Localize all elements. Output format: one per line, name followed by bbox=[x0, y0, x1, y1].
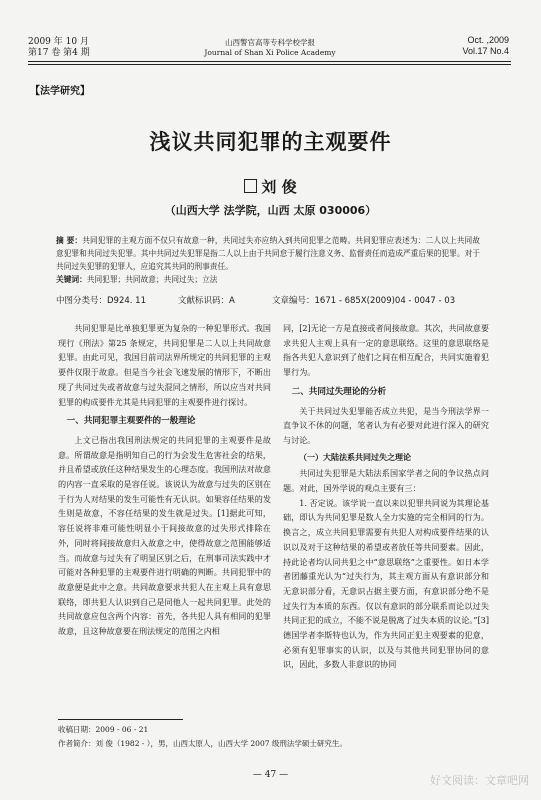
body-paragraph: 关于共同过失犯罪能否成立共犯，是当今刑法学界一直争议不休的问题，笔者认为有必要对此进行深入的研究与讨论。 bbox=[283, 405, 489, 445]
subsection-heading: （一）大陆法系共同过失之理论 bbox=[299, 451, 411, 462]
abstract bbox=[56, 234, 480, 273]
header-rule-top bbox=[28, 61, 511, 62]
keywords-text: 共同犯罪；共同故意；共同过失；立法 bbox=[86, 275, 218, 284]
header-date-en: Oct. ,2009 bbox=[467, 35, 509, 45]
journal-name bbox=[170, 38, 370, 58]
author-bio: 作者简介：刘 俊（1982 - ），男，山西太原人，山西大学 2007 级刑法学硕士研究生。 bbox=[58, 739, 347, 748]
abstract-label: 摘 要： bbox=[56, 236, 83, 245]
journal-name-en: Journal of Shan Xi Police Academy bbox=[204, 48, 336, 57]
section-heading-1: 一、共同犯罪主观要件的一般理论 bbox=[66, 416, 196, 427]
journal-date bbox=[28, 37, 90, 59]
journal-name-cn: 山西警官高等专科学校学报 bbox=[225, 38, 315, 47]
paper-title: 浅议共同犯罪的主观要件 bbox=[149, 130, 392, 154]
intro-paragraph: 共同犯罪是比单独犯罪更为复杂的一种犯罪形式。我国现行《刑法》第25 条规定，共同犯罪是二人以上共同故意犯罪。由此可见，我国目前司法界所规定的共同犯罪的主观要件仅限于故意。但是当今社会飞速发展的情形下，不断出现了共同过失或者故意与过失混同之情形，所以应当对共同犯罪的构成要件尤其是共同犯罪的主观要件进行探讨。 bbox=[58, 323, 271, 407]
header-volume-en: Vol.17 No.4 bbox=[462, 46, 509, 56]
body-paragraph: 上文已指出我国刑法规定的共同犯罪的主观要件是故意。所谓故意是指明知自己的行为会发生危害社会的结果，并且希望或放任这种结果发生的心理态度。我国刑法对故意的内容一直采取的是容任说。该说认为故意与过失的区别在于行为人对结果的发生可能性有无认识。如果容任结果的发生则是故意，不容任结果的发生就是过失。[1]据此可知，容任说将非难可能性明显小于间接故意的过失形式排除在外，同时将间接故意归入故意之中，使得故意之范围能够适当。而故意与过失有了明显区别之后，在刑事司法实践中才可能对各种犯罪的主观要件进行明确的判断。共同犯罪中的故意便是此中之意。共同故意要求共犯人在主观上具有意思联络，即共犯人认识到自己是同他人一起共同犯罪。此处的共同故意应包含两个内容：首先，各共犯人具有相同的犯罪故意，且这种故意要在刑法规定的范围之内相 bbox=[58, 434, 271, 637]
article-number: 文章编号：1671 - 685X(2009)04 - 0047 - 03 bbox=[272, 296, 456, 306]
body-paragraph: 1. 否定说。该学说一直以来以犯罪共同说为其理论基础，即认为共同犯罪是数人全力实施的完全相同的行为。换言之，成立共同犯罪需要有共犯人对构成要件结果的认识以及对于这种结果的希望或者放任等共同要素。因此，持此论者均认同共犯之中“意思联络”之重要性。如日本学者团藤重光认为“过失行为，其主观方面从有意识部分和无意识部分看，无意识占据主要方面，有意识部分绝不是过失行为本质的东西。仅以有意识的部分联系而论以过失共同正犯的成立，不能不说是脱离了过失本质的议论。”[3]德国学者李斯特也认为，作为共同正犯主观要素的犯意，必须有犯罪事实的认识，以及与其他共同犯罪协同的意识，因此，多数人非意识的协同 bbox=[283, 497, 489, 670]
clc-number: 中图分类号：D924. 11 bbox=[56, 296, 146, 306]
footnote-rule bbox=[58, 719, 183, 720]
received-date: 收稿日期：2009 - 06 - 21 bbox=[58, 725, 149, 734]
section-label: 【法学研究】 bbox=[30, 86, 90, 97]
header-rule-bottom bbox=[28, 64, 511, 65]
keywords-label: 关键词： bbox=[56, 275, 87, 284]
section-heading-2: 二、共同过失理论的分析 bbox=[291, 386, 387, 397]
header-volume: 第17 卷 第4 期 bbox=[28, 48, 90, 58]
affiliation: （山西大学 法学院，山西 太原 030006） bbox=[164, 204, 377, 217]
watermark: 好文阅读：文章吧网 bbox=[430, 774, 529, 787]
header-date: 2009 年 10 月 bbox=[28, 37, 89, 47]
left-column bbox=[58, 321, 271, 639]
right-column bbox=[283, 321, 489, 672]
body-paragraph-cont: 同，[2]无论一方是直接或者间接故意。其次，共同故意要求共犯人主观上具有一定的意思联络。这里的意思联络是指各共犯人意识到了他们之间在相互配合，共同实施着犯罪行为。 bbox=[283, 323, 489, 378]
author-name: 刘 俊 bbox=[261, 178, 297, 196]
journal-issue bbox=[462, 35, 509, 57]
body-paragraph: 共同过失犯罪是大陆法系国家学者之间的争议热点问题。对此，国外学说的观点主要有三： bbox=[283, 468, 489, 494]
author-box-icon bbox=[244, 179, 257, 193]
page-number: — 47 — bbox=[252, 770, 289, 780]
abstract-text: 共同犯罪的主观方面不仅只有故意一种，共同过失亦应纳入到共同犯罪之范畴。共同犯罪应表述为：二人以上共同故意犯罪和共同过失犯罪。其中共同过失犯罪是指二人以上由于共同怠于履行注意义务、监督责任而造成严重后果的犯罪。对于共同过失犯罪的犯罪人，应追究其共同的刑事责任。 bbox=[56, 236, 480, 271]
keywords bbox=[56, 273, 480, 286]
author-line bbox=[0, 176, 541, 197]
document-code: 文献标识码：A bbox=[178, 296, 235, 306]
abstract-block bbox=[56, 234, 480, 286]
